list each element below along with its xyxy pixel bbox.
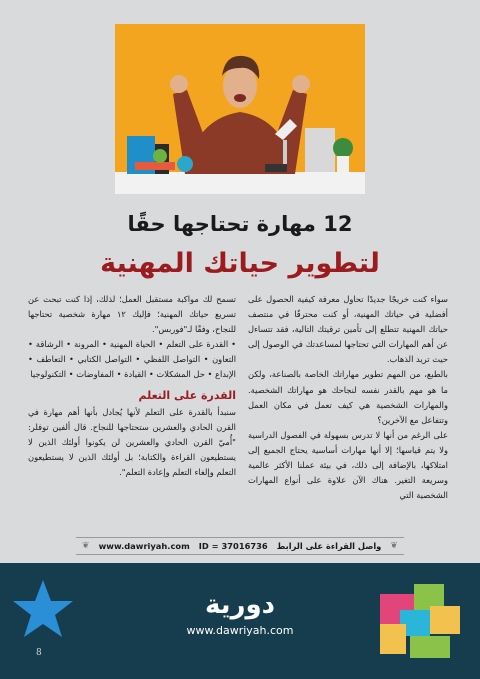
skills-list [28, 337, 236, 382]
list-item: • حل المشكلات [156, 369, 212, 379]
star-icon [12, 578, 74, 640]
site-url[interactable]: www.dawriyah.com [98, 541, 190, 551]
article-column-right [248, 292, 448, 503]
article-id: ID = 37016736 [198, 541, 268, 551]
list-item: • الرشاقة [36, 339, 71, 349]
paragraph: على الرغم من أنها لا تدرس بسهولة في الفصول الدراسية ولا يتم قياسها؛ إلا أنها مهارات أساسية يحتاج الجميع إلى امتلاكها، بالإضافة إلى ذلك، في بيئة عملنا الأكثر عالمية وسريعة التغير. هناك الآن علاوة على أنواع المهارات الشخصية التي [248, 429, 448, 501]
brand-logo: دورية [204, 590, 275, 620]
continue-reading-bar[interactable] [76, 537, 404, 555]
article-column-left [28, 292, 236, 480]
article-photo [115, 24, 365, 194]
paragraph: سنبدأ بالقدرة على التعلم لأنها يُجادل بأنها أهم مهارة في القرن الحادي والعشرين ستحتاجها للنجاح. قال ألفين توفلر: "أُميّ القرن الحادي والعشرين لن يكونوا أولئك الذين لا يستطيعون القراءة والكتابة؛ بل أولئك الذين لا يستطيعون التعلم وإلغاء التعلم وإعادة التعلم". [28, 406, 236, 478]
ornament-icon: ❦ [82, 541, 90, 551]
footer-url[interactable]: www.dawriyah.com [186, 624, 294, 637]
list-item: • التواصل اللفظي [144, 354, 209, 364]
paragraph: سواء كنت خريجًا جديدًا تحاول معرفة كيفية الحصول على أفضلية في حياتك المهنية، أو كنت محترفًا في منتصف حياتك المهنية تتطلع إلى تأمين ترقيتك التالية، فقد تتساءل عن أهم المهارات التي تحتاجها لمساعدتك في الوصول إلى حيث تريد الذهاب. [248, 294, 448, 365]
paragraph: بالطبع، من المهم تطوير مهاراتك الخاصة بالصناعة، ولكن ما هو مهم بالقدر نفسه لنجاحك هو مهاراتك الشخصية. والمهارات الشخصية هي كيف تعمل في مكان العمل وتتفاعل مع الآخرين؟ [248, 369, 448, 425]
section-heading: القدرة على التعلم [138, 388, 236, 402]
article-title-line2: لتطوير حياتك المهنية [100, 248, 380, 279]
list-item: • التعاطف [36, 354, 73, 364]
list-item: • الحياة المهنية [110, 339, 163, 349]
continue-reading-label: واصل القراءة على الرابط [276, 541, 382, 551]
list-item: • المرونة [74, 339, 107, 349]
page-number: 8 [36, 648, 42, 658]
list-item: • التعاون [28, 339, 236, 364]
list-item: • التواصل الكتابي [77, 354, 140, 364]
ornament-icon: ❦ [390, 541, 398, 551]
list-item: • القدرة على التعلم [166, 339, 236, 349]
article-title-line1: 12 مهارة تحتاجها حقًا [127, 212, 353, 236]
color-blocks-logo [380, 584, 460, 660]
list-item: • الإبداع [28, 354, 236, 379]
list-item: • القيادة [124, 369, 154, 379]
list-item: • المفاوضات [76, 369, 121, 379]
list-item: • التكنولوجيا [30, 369, 73, 379]
paragraph: تسمح لك مواكبة مستقبل العمل؛ لذلك، إذا كنت تبحث عن تسريع حياتك المهنية؛ فإليك ١٢ مهارة شخصية تحتاجها للنجاح، وفقًا لـ"فوربس". [28, 294, 236, 335]
